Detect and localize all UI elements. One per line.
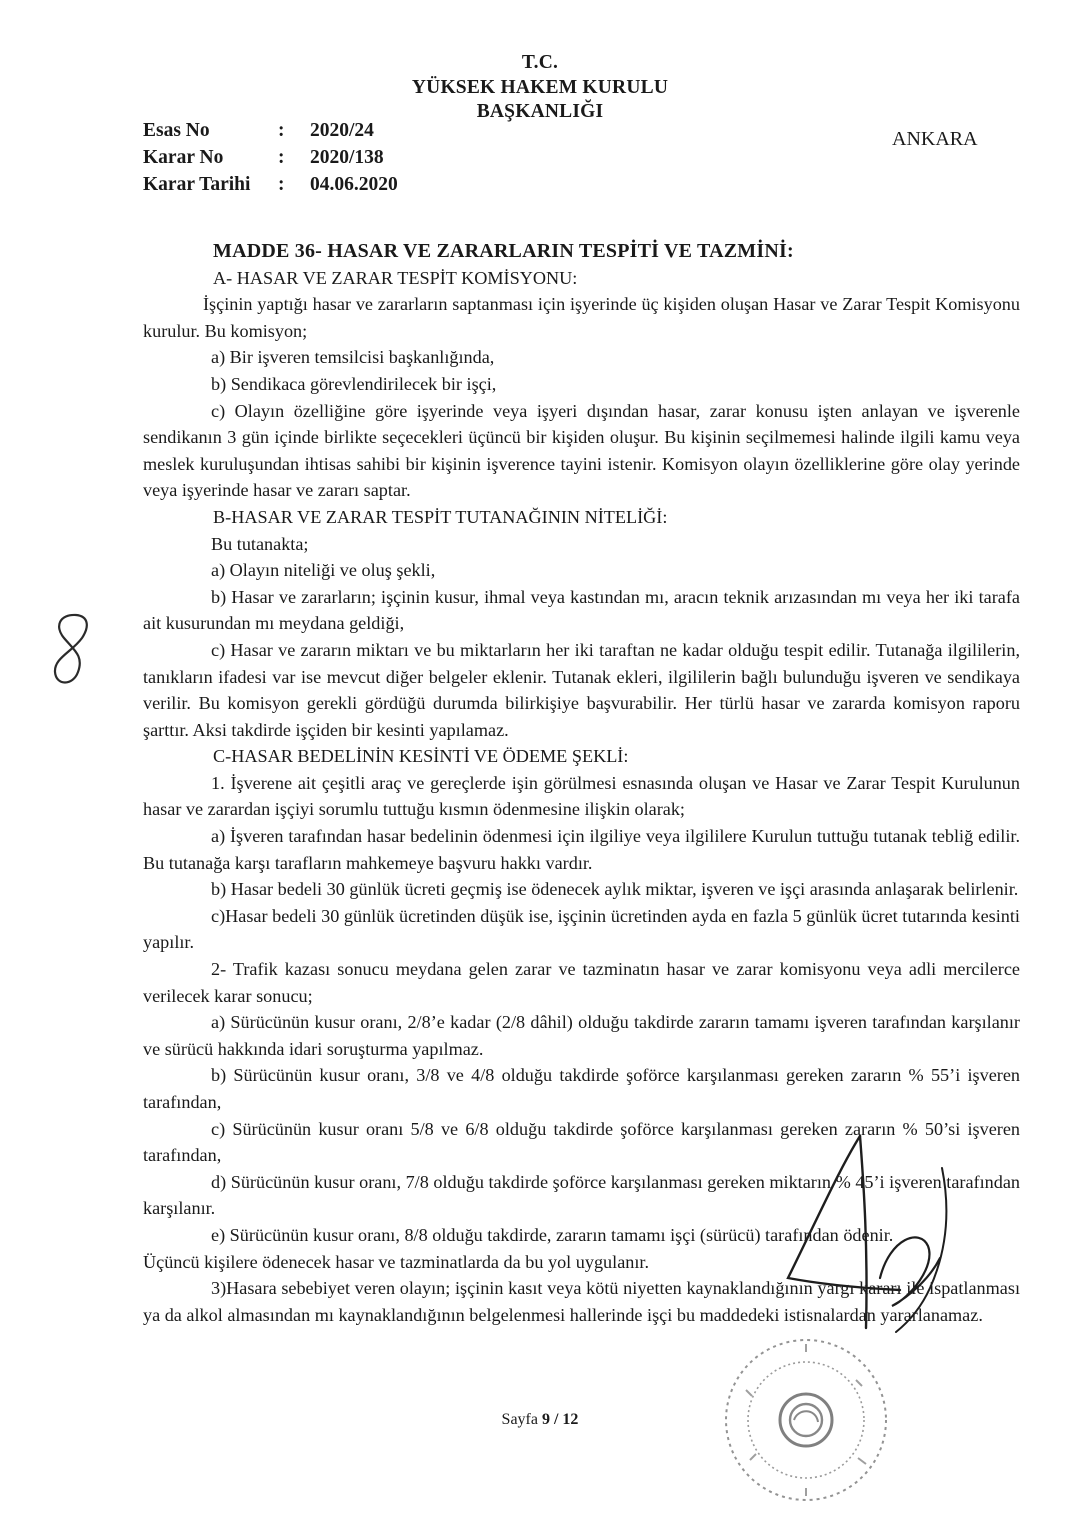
karar-value: 2020/138 (310, 147, 384, 168)
section-a-intro: İşçinin yaptığı hasar ve zararların saptanması için işyerinde üç kişiden oluşan Hasar ve Zarar Tespit Komisyonu kurulur. Bu komisyon; (143, 294, 1020, 341)
section-c-item-1a: a) İşveren tarafından hasar bedelinin ödenmesi için ilgiliye veya ilgililere Kurulun tuttuğu tutanak tebliğ edilir. Bu tutanağa karşı tarafların mahkemeye başvuru hakkı vardır. (143, 826, 1020, 873)
section-c-item-2c: c) Sürücünün kusur oranı 5/8 ve 6/8 olduğu takdirde şoförce karşılanması gereken zararın % 50’si işveren tarafından, (143, 1118, 1020, 1166)
esas-colon: : (278, 120, 285, 141)
section-c-item-2e: e) Sürücünün kusur oranı, 8/8 olduğu takdirde, zararın tamamı işçi (sürücü) tarafından ödenir. (211, 1224, 894, 1245)
section-c-item-2: 2- Trafik kazası sonucu meydana gelen zarar ve tazminatın hasar ve zarar komisyonu veya adli mercilerce verilecek karar sonucu; (143, 959, 1020, 1006)
esas-label: Esas No (143, 120, 210, 141)
handwritten-number-mark (50, 612, 100, 690)
signature-mark (760, 1128, 980, 1338)
article-title: MADDE 36- HASAR VE ZARARLARIN TESPİTİ VE TAZMİNİ: (213, 240, 794, 262)
section-c-item-1b: b) Hasar bedeli 30 günlük ücreti geçmiş ise ödenecek aylık miktar, işveren ve işçi arasında anlaşarak belirlenir. (211, 879, 1019, 900)
city-name: ANKARA (892, 128, 978, 150)
section-a-title: A- HASAR VE ZARAR TESPİT KOMİSYONU: (213, 267, 578, 288)
section-b-item-b: b) Hasar ve zararların; işçinin kusur, ihmal veya kastından mı, aracın teknik arızasından mı veya her iki tarafa ait kusurundan mı meydana geldiği, (143, 586, 1020, 634)
section-c-item-2b: b) Sürücünün kusur oranı, 3/8 ve 4/8 olduğu takdirde şoförce karşılanması gereken zararın % 55’i işveren tarafından, (143, 1065, 1020, 1112)
tarih-label: Karar Tarihi (143, 174, 251, 195)
karar-label: Karar No (143, 147, 224, 168)
section-a-item-b: b) Sendikaca görevlendirilecek bir işçi, (211, 373, 497, 394)
section-b-item-c: c) Hasar ve zararın miktarı ve bu miktarların her iki taraftan ne kadar olduğu tespit edilir. Tutanağa ilgililerin, tanıkların ifadesi var ise mevcut diğer belgeler eklenir. Tutanak ekleri, ilgililerin bağlı bulunduğu işveren ve sendikaya verilir. Bu komisyon gerekli gördüğü durumda bilirkişiye başvurabilir. Her türlü hasar ve zararda komisyon raporu şarttır. Aksi takdirde işçiden bir kesinti yapılamaz. (143, 639, 1020, 740)
section-c-title: C-HASAR BEDELİNİN KESİNTİ VE ÖDEME ŞEKLİ: (213, 746, 629, 767)
karar-colon: : (278, 147, 285, 168)
section-a-item-a: a) Bir işveren temsilcisi başkanlığında, (211, 347, 495, 368)
header-tc: T.C. (521, 52, 559, 73)
tarih-value: 04.06.2020 (310, 174, 398, 195)
page-label: Sayfa (501, 1411, 538, 1428)
section-c-third-parties: Üçüncü kişilere ödenecek hasar ve tazminatlarda da bu yol uygulanır. (143, 1251, 650, 1272)
section-b-item-a: a) Olayın niteliği ve oluş şekli, (211, 560, 436, 581)
tarih-colon: : (278, 174, 285, 195)
section-c-item-2d: d) Sürücünün kusur oranı, 7/8 olduğu takdirde şoförce karşılanması gereken miktarın % 45’i işveren tarafından karşılanır. (143, 1171, 1020, 1219)
header-institution: YÜKSEK HAKEM KURULU (411, 77, 669, 98)
official-stamp (706, 1330, 906, 1510)
header-office: BAŞKANLIĞI (476, 101, 604, 122)
section-a-item-c: c) Olayın özelliğine göre işyerinde veya işyeri dışından hasar, zarar konusu işten anlayan ve işverenle sendikanın 3 gün içinde birlikte seçecekleri üçüncü bir kişiden oluşur. Bu kişinin seçilmemesi halinde ilgili kamu veya meslek kuruluşundan ihtisas sahibi bir kişinin işverence tayini istenir. Komisyon olayın özelliklerine göre olay yerinde veya işyerinde hasar ve zararı saptar. (143, 400, 1020, 501)
section-b-title: B-HASAR VE ZARAR TESPİT TUTANAĞININ NİTELİĞİ: (213, 506, 668, 527)
section-c-item-1: 1. İşverene ait çeşitli araç ve gereçlerde işin görülmesi esnasında oluşan ve Hasar ve Zarar Tespit Kurulunun hasar ve zarardan işçiyi sorumlu tuttuğu kısmın ödenmesine ilişkin olarak; (143, 772, 1020, 820)
section-c-item-2a: a) Sürücünün kusur oranı, 2/8’e kadar (2/8 dâhil) olduğu takdirde zararın tamamı işveren tarafından karşılanır ve sürücü hakkında idari soruşturma yapılmaz. (143, 1012, 1020, 1059)
section-c-item-1c: c)Hasar bedeli 30 günlük ücretinden düşük ise, işçinin ücretinden ayda en fazla 5 günlük ücret tutarında kesinti yapılır. (143, 905, 1020, 953)
page-number: 9 / 12 (541, 1411, 579, 1428)
section-c-item-3: 3)Hasara sebebiyet veren olayın; işçinin kasıt veya kötü niyetten kaynaklandığının yargı kararı ile ispatlanması ya da alkol almasından mı kaynaklandığının belgelenmesi hallerinde işçi bu maddedeki istisnalardan yararlanamaz. (143, 1278, 1020, 1325)
esas-value: 2020/24 (310, 120, 374, 141)
page-footer (0, 1411, 1080, 1429)
section-b-intro: Bu tutanakta; (211, 533, 309, 554)
